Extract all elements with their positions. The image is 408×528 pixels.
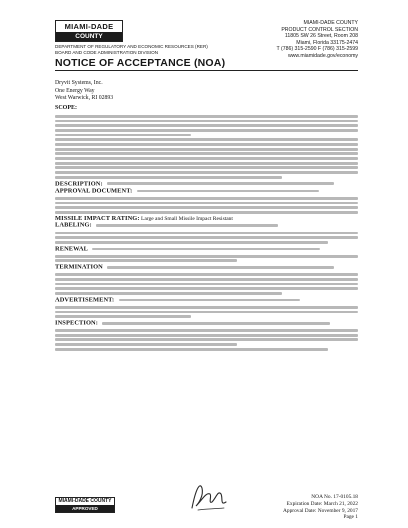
document-body xyxy=(55,113,358,353)
office-address-line-2: Miami, Florida 33175-2474 xyxy=(296,39,358,46)
office-org-line-1: MIAMI-DADE COUNTY xyxy=(303,20,358,26)
inspection-heading: INSPECTION: xyxy=(55,319,99,327)
document-title: NOTICE OF ACCEPTANCE (NOA) xyxy=(55,57,226,69)
renewal-section xyxy=(55,246,358,263)
office-website-link[interactable]: www.miamidade.gov/economy xyxy=(287,52,358,59)
noa-number: NOA No. 17-0105.18 xyxy=(311,494,358,500)
termination-heading: TERMINATION xyxy=(55,263,103,271)
signature-image xyxy=(188,478,230,514)
addressee-company: Dryvit Systems, Inc. xyxy=(55,80,103,86)
miami-dade-logo xyxy=(55,20,123,42)
office-phone: T (786) 315-2590 F (786) 315-2599 xyxy=(276,46,358,53)
office-address-line-1: 11805 SW 26 Street, Room 208 xyxy=(284,33,358,40)
labeling-heading: LABELING: xyxy=(55,221,92,229)
approved-seal xyxy=(55,497,115,513)
seal-text-top: MIAMI-DADE COUNTY xyxy=(58,498,112,504)
addressee-street: One Energy Way xyxy=(55,87,95,94)
department-line-1: DEPARTMENT OF REGULATORY AND ECONOMIC RESOURCES (RER) xyxy=(55,44,208,49)
approval-document-heading: APPROVAL DOCUMENT: xyxy=(55,187,133,195)
approval-document-section xyxy=(55,188,358,214)
termination-section xyxy=(55,264,358,295)
logo-text-bottom: COUNTY xyxy=(56,32,122,41)
addressee-block xyxy=(55,80,113,103)
scope-heading: SCOPE: xyxy=(55,105,78,111)
office-address-block xyxy=(248,20,358,60)
seal-text-bottom: APPROVED xyxy=(56,505,114,512)
description-heading: DESCRIPTION: xyxy=(55,180,103,188)
scope-paragraph xyxy=(55,115,358,179)
renewal-heading: RENEWAL xyxy=(55,245,89,253)
missile-impact-section xyxy=(55,216,358,223)
department-line-2: BOARD AND CODE ADMINISTRATION DIVISION xyxy=(55,50,159,55)
department-block xyxy=(55,44,245,56)
addressee-city: West Warwick, RI 02893 xyxy=(55,95,114,102)
advertisement-heading: ADVERTISEMENT: xyxy=(55,296,115,304)
office-org-line-2: PRODUCT CONTROL SECTION xyxy=(281,26,358,33)
missile-impact-value: Large and Small Missile Impact Resistant xyxy=(140,215,233,222)
noa-footer-info xyxy=(283,494,358,521)
advertisement-section xyxy=(55,297,358,318)
approval-date: Approval Date: November 9, 2017 xyxy=(282,507,358,514)
missile-impact-heading: MISSILE IMPACT RATING: xyxy=(55,214,140,222)
logo-text-top: MIAMI-DADE xyxy=(64,22,114,31)
page-number: Page 1 xyxy=(343,514,358,521)
inspection-section xyxy=(55,320,358,351)
expiration-date: Expiration Date: March 21, 2022 xyxy=(286,500,358,507)
labeling-section xyxy=(55,222,358,243)
header-divider xyxy=(55,70,358,71)
